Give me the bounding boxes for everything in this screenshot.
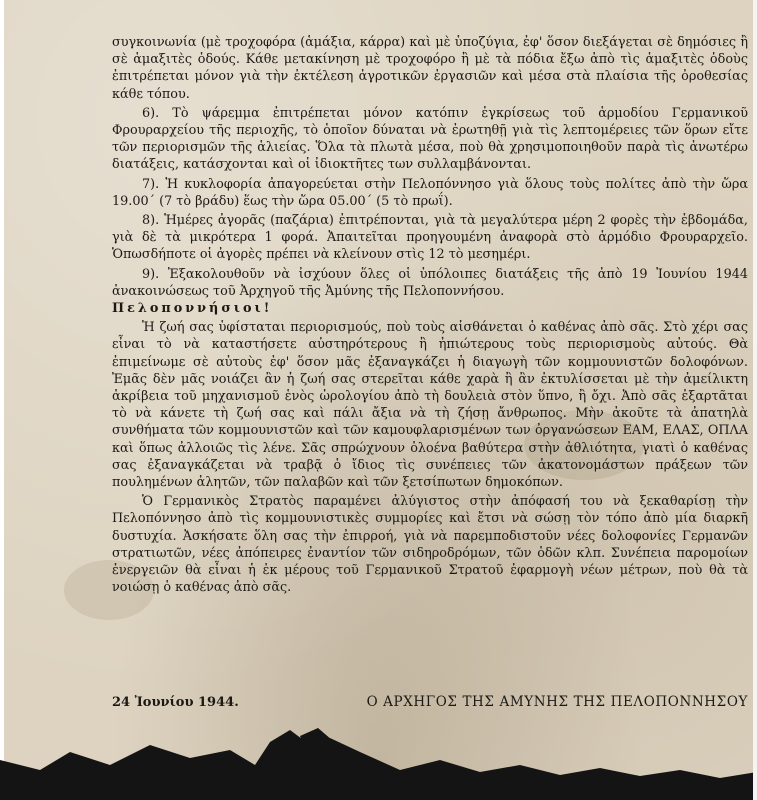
opening-fragment: συγκοινωνία (μὲ τροχοφόρα (ἁμάξια, κάρρα) καὶ μὲ ὑποζύγια, ἐφ' ὅσον διεξάγεται σὲ δημόσιες ἢ σὲ ἁμαξιτὲς ὁδούς. Κάθε μετακίνηση μὲ τροχοφόρο ἢ μὲ τὰ πόδια ἔξω ἀπὸ τὶς ἁμαξιτὲς ὁδοὺς ἐπιτρέπεται μόνον γιὰ τὴν ἐκτέλεση ἀγροτικῶν ἐργασιῶν καὶ μέσα στὰ πλαίσια τῆς ὀροθεσίας κάθε τόπου.	[112, 35, 748, 102]
item-7: 7). Ἡ κυκλοφορία ἀπαγορεύεται στὴν Πελοπόννησο γιὰ ὅλους τοὺς πολίτες ἀπὸ τὴν ὥρα 19.00΄ (7 τὸ βράδυ) ἕως τὴν ὥρα 05.00΄ (5 τὸ πρωΐ).	[112, 176, 748, 209]
item-8: 8). Ἡμέρες ἀγορᾶς (παζάρια) ἐπιτρέπονται, γιὰ τὰ μεγαλύτερα μέρη 2 φορὲς τὴν ἑβδομάδα, γιὰ δὲ τὰ μικρότερα 1 φορά. Ἀπαιτεῖται προηγουμένη ἀναφορὰ στὸ ἁρμόδιο Φρουραρχεῖο. Ὁπωσδήποτε οἱ ἀγορὲς πρέπει νὰ κλείνουν στὶς 12 τὸ μεσημέρι.	[112, 213, 748, 263]
address-heading: Πελοποννήσιοι!	[112, 301, 273, 317]
paragraph-life: Ἡ ζωή σας ὑφίσταται περιορισμούς, ποὺ τοὺς αἰσθάνεται ὁ καθένας ἀπὸ σᾶς. Στὸ χέρι σας εἶναι τὸ νὰ καταστήσετε αὐστηρότερους ἢ ἠπιώτερους τοὺς περιορισμοὺς αὐτούς. Θὰ ἐπιμείνωμε σὲ αὐτοὺς ἐφ' ὅσον μᾶς ἐξαναγκάζει ἡ διαγωγὴ τῶν κομμουνιστῶν δολοφόνων. Ἐμᾶς δὲν μᾶς νοιάζει ἂν ἡ ζωή σας στερεῖται κάθε χαρὰ ἢ ἂν ἐκτυλίσσεται μὲ τὴν ἀμείλικτη ἀκρίβεια τοῦ μηχανισμοῦ ἑνὸς ὡρολογίου ἀπὸ τὴ δουλειὰ στὸν ὕπνο, ἢ ὄχι. Ἀπὸ σᾶς ἐξαρτᾶται τὸ νὰ κάνετε τὴ ζωή σας καὶ πάλι ἄξια νὰ τὴ ζήσῃ ἄνθρωπος. Μὴν ἀκοῦτε τὰ ἀπατηλὰ συνθήματα τῶν κομμουνιστῶν καὶ τῶν καμουφλαρισμένων των ὀργανώσεων ΕΑΜ, ΕΛΑΣ, ΟΠΛΑ καὶ ὅπως ἀλλοιῶς τὶς λένε. Σᾶς σπρώχνουν ὁλοένα βαθύτερα στὴν ἀθλιότητα, γιατὶ ὁ καθένας σας ἐξαναγκάζεται νὰ τραβᾷ ὁ ἴδιος τὶς συνέπειες τῶν ἀκατονομάστων πράξεων τῶν πουλημένων ἀλητῶν, τῶν παλαβῶν καὶ τῶν ξετσίπωτων δημοκόπων.	[112, 320, 748, 491]
torn-bottom-edge	[0, 730, 757, 800]
right-margin-shadow	[753, 0, 757, 800]
item-6: 6). Τὸ ψάρεμμα ἐπιτρέπεται μόνον κατόπιν ἐγκρίσεως τοῦ ἁρμοδίου Γερμανικοῦ Φρουραρχείου τῆς περιοχῆς, τὸ ὁποῖον δύναται νὰ ἐρωτηθῇ γιὰ τὶς λεπτομέρειες τῶν ὅρων εἴτε τῶν περιορισμῶν τῆς ἁλιείας. Ὅλα τὰ πλωτὰ μέσα, ποὺ θὰ χρησιμοποιηθοῦν παρὰ τὶς ἀνωτέρω διατάξεις, κατάσχονται καὶ οἱ ἰδιοκτῆτες των συλλαμβάνονται.	[112, 105, 748, 173]
item-9-text: 9). Ἐξακολουθοῦν νὰ ἰσχύουν ὅλες οἱ ὑπόλοιπες διατάξεις τῆς ἀπὸ 19 Ἰουνίου 1944 ἀνακοινώσεως τοῦ Ἀρχηγοῦ τῆς Ἀμύνης τῆς Πελοποννήσου.	[112, 266, 748, 299]
paragraph-army: Ὁ Γερμανικὸς Στρατὸς παραμένει ἀλύγιστος στὴν ἀπόφασή του νὰ ξεκαθαρίσῃ τὴν Πελοπόννησο ἀπὸ τὶς κομμουνιστικὲς συμμορίες καὶ ἔτσι νὰ σώσῃ τὸν τόπο ἀπὸ μία διαρκῆ δυστυχία. Ἀσκήσατε ὅλη σας τὴν ἐπιρροή, γιὰ νὰ παρεμποδιστοῦν νέες δολοφονίες Γερμανῶν στρατιωτῶν, νέες ἀπόπειρες ἐναντίον τῶν σιδηροδρόμων, τῶν ὁδῶν κλπ. Συνέπεια παρομοίων ἐνεργειῶν θὰ εἶναι ἡ ἐκ μέρους τοῦ Γερμανικοῦ Στρατοῦ ἐφαρμογὴ νέων μέτρων, ποὺ θὰ τὰ νοιώσῃ ὁ καθένας ἀπὸ σᾶς.	[112, 494, 748, 596]
document-date: 24 Ἰουνίου 1944.	[112, 695, 239, 710]
signatory: Ο ΑΡΧΗΓΟΣ ΤΗΣ ΑΜΥΝΗΣ ΤΗΣ ΠΕΛΟΠΟΝΝΗΣΟΥ	[366, 694, 748, 710]
